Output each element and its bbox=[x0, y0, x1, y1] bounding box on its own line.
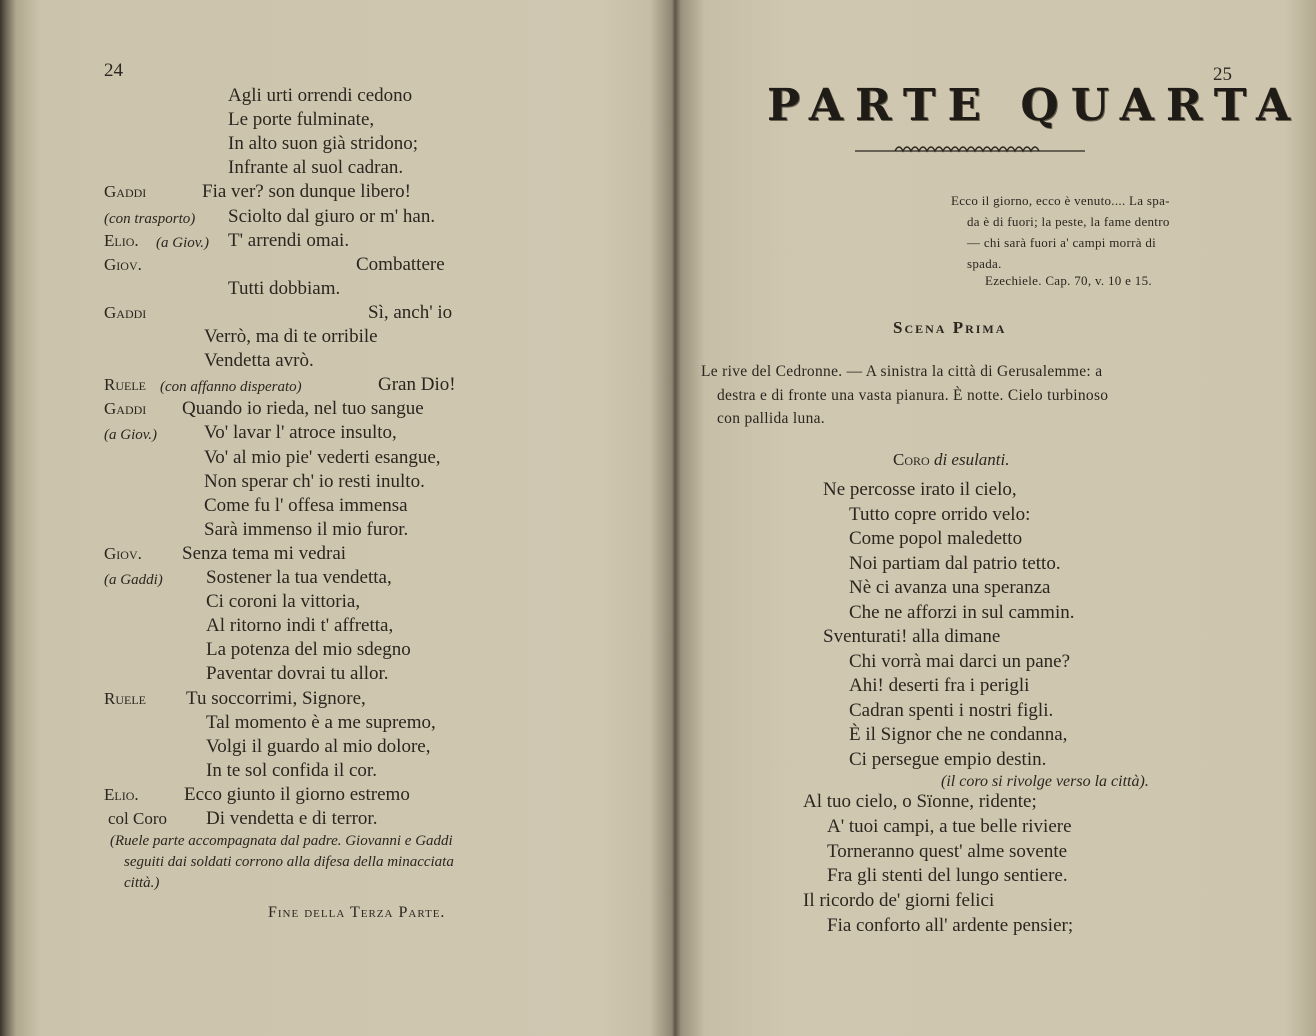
verse-text: Gran Dio! bbox=[378, 374, 456, 396]
stage-cue: (a Giov.) bbox=[156, 234, 210, 251]
verse-text: In te sol confida il cor. bbox=[206, 759, 377, 781]
verse-text: T' arrendi omai. bbox=[228, 229, 350, 251]
stage-cue: (con trasporto) bbox=[104, 210, 196, 227]
verse-line: Che ne afforzi in sul cammin. bbox=[849, 601, 1075, 623]
verse-line: Fia conforto all' ardente pensier; bbox=[827, 915, 1074, 936]
stage-direction-line: seguiti dai soldati corrono alla difesa della minacciata bbox=[124, 854, 454, 870]
verse-line: Cadran spenti i nostri figli. bbox=[849, 699, 1054, 721]
verse-line: Nè ci avanza una speranza bbox=[849, 577, 1051, 598]
speaker-name: col Coro bbox=[108, 809, 168, 828]
stage-cue: (a Gaddi) bbox=[104, 572, 163, 588]
stage-direction: (il coro si rivolge verso la città). bbox=[941, 773, 1149, 790]
verse-line: Ne percosse irato il cielo, bbox=[823, 479, 1017, 500]
page-number: 24 bbox=[104, 60, 123, 81]
epigraph-line: — chi sarà fuori a' campi morrà di bbox=[967, 235, 1157, 250]
verse-text: Al ritorno indi t' affretta, bbox=[206, 615, 394, 637]
verse-text: Vo' lavar l' atroce insulto, bbox=[204, 422, 397, 444]
verse-text: Fia ver? son dunque libero! bbox=[202, 181, 411, 203]
chorus-heading-label: Coro bbox=[893, 450, 930, 469]
speaker-name: Elio. bbox=[104, 784, 139, 804]
epigraph-line: spada. bbox=[967, 256, 1002, 271]
verse-line: Ahi! deserti fra i perigli bbox=[849, 675, 1030, 696]
scene-description-line: destra e di fronte una vasta pianura. È notte. Cielo turbinoso bbox=[717, 386, 1109, 404]
ornament-divider bbox=[855, 140, 1085, 158]
end-of-part-line: Fine della Terza Parte. bbox=[268, 904, 446, 921]
speaker-name: Gaddi bbox=[104, 182, 147, 202]
verse-text: Quando io rieda, nel tuo sangue bbox=[182, 398, 424, 420]
speaker-name: Ruele bbox=[104, 688, 146, 708]
verse-line: Il ricordo de' giorni felici bbox=[803, 890, 995, 912]
verse-line: Noi partiam dal patrio tetto. bbox=[849, 552, 1061, 574]
verse-line: Come popol maledetto bbox=[849, 528, 1023, 549]
verse-text: Di vendetta e di terror. bbox=[206, 808, 378, 829]
scene-title: Scena Prima bbox=[893, 318, 1007, 337]
speaker-name: Giov. bbox=[104, 254, 142, 274]
verse-text: Agli urti orrendi cedono bbox=[228, 85, 413, 106]
verse-line: Torneranno quest' alme sovente bbox=[827, 840, 1068, 862]
verse-text: In alto suon già stridono; bbox=[228, 133, 418, 155]
epigraph-line: da è di fuori; la peste, la fame dentro bbox=[967, 214, 1170, 229]
page-number: 25 bbox=[1213, 64, 1232, 85]
verse-text: Infrante al suol cadran. bbox=[228, 157, 404, 179]
speaker-name: Giov. bbox=[104, 543, 142, 563]
speaker-name: Gaddi bbox=[104, 399, 147, 419]
verse-line: È il Signor che ne condanna, bbox=[849, 724, 1068, 745]
verse-text: Paventar dovrai tu allor. bbox=[206, 663, 389, 685]
epigraph-source: Ezechiele. Cap. 70, v. 10 e 15. bbox=[985, 273, 1152, 288]
verse-text: Verrò, ma di te orribile bbox=[204, 326, 378, 347]
speaker-name: Elio. bbox=[104, 230, 139, 250]
verse-text: Senza tema mi vedrai bbox=[182, 542, 347, 564]
verse-text: Volgi il guardo al mio dolore, bbox=[206, 735, 431, 757]
verse-text: Ci coroni la vittoria, bbox=[206, 591, 361, 613]
verse-text: Sciolto dal giuro or m' han. bbox=[228, 205, 436, 227]
verse-text: Tutti dobbiam. bbox=[228, 277, 341, 299]
verse-line: Tutto copre orrido velo: bbox=[849, 503, 1031, 525]
verse-text: Vendetta avrò. bbox=[204, 350, 314, 372]
speaker-name: Ruele bbox=[104, 375, 146, 395]
scene-description-line: con pallida luna. bbox=[717, 410, 825, 427]
epigraph-line: Ecco il giorno, ecco è venuto.... La spa- bbox=[951, 193, 1170, 208]
right-page bbox=[675, 0, 1316, 1036]
stage-direction-line: città.) bbox=[124, 875, 160, 891]
verse-text: Ecco giunto il giorno estremo bbox=[184, 783, 410, 805]
stage-cue: (con affanno disperato) bbox=[160, 379, 302, 396]
verse-text: La potenza del mio sdegno bbox=[206, 639, 411, 661]
chorus-heading bbox=[893, 450, 1010, 470]
verse-text: Combattere bbox=[356, 253, 445, 275]
stage-direction-line: (Ruele parte accompagnata dal padre. Giovanni e Gaddi bbox=[110, 833, 453, 849]
verse-line: A' tuoi campi, a tue belle riviere bbox=[827, 815, 1072, 837]
verse-text: Come fu l' offesa immensa bbox=[204, 494, 408, 516]
scene-description-line: Le rive del Cedronne. — A sinistra la città di Gerusalemme: a bbox=[701, 363, 1103, 380]
chorus-heading-detail: di esulanti. bbox=[933, 450, 1010, 469]
verse-line: Chi vorrà mai darci un pane? bbox=[849, 650, 1071, 672]
verse-text: Vo' al mio pie' vederti esangue, bbox=[204, 446, 441, 468]
verse-text: Sostener la tua vendetta, bbox=[206, 567, 392, 588]
verse-text: Sì, anch' io bbox=[368, 301, 453, 323]
stage-cue: (a Giov.) bbox=[104, 427, 158, 444]
verse-line: Fra gli stenti del lungo sentiere. bbox=[827, 865, 1068, 887]
verse-text: Non sperar ch' io resti inulto. bbox=[204, 470, 425, 492]
verse-text: Le porte fulminate, bbox=[228, 109, 375, 131]
verse-text: Sarà immenso il mio furor. bbox=[204, 518, 409, 540]
verse-line: Sventurati! alla dimane bbox=[823, 626, 1001, 647]
verse-line: Ci persegue empio destin. bbox=[849, 748, 1047, 770]
part-title: PARTE QUARTA bbox=[767, 80, 1303, 131]
verse-line: Al tuo cielo, o Sïonne, ridente; bbox=[803, 791, 1037, 812]
speaker-name: Gaddi bbox=[104, 302, 147, 322]
verse-text: Tu soccorrimi, Signore, bbox=[186, 687, 366, 709]
verse-text: Tal momento è a me supremo, bbox=[206, 711, 436, 733]
